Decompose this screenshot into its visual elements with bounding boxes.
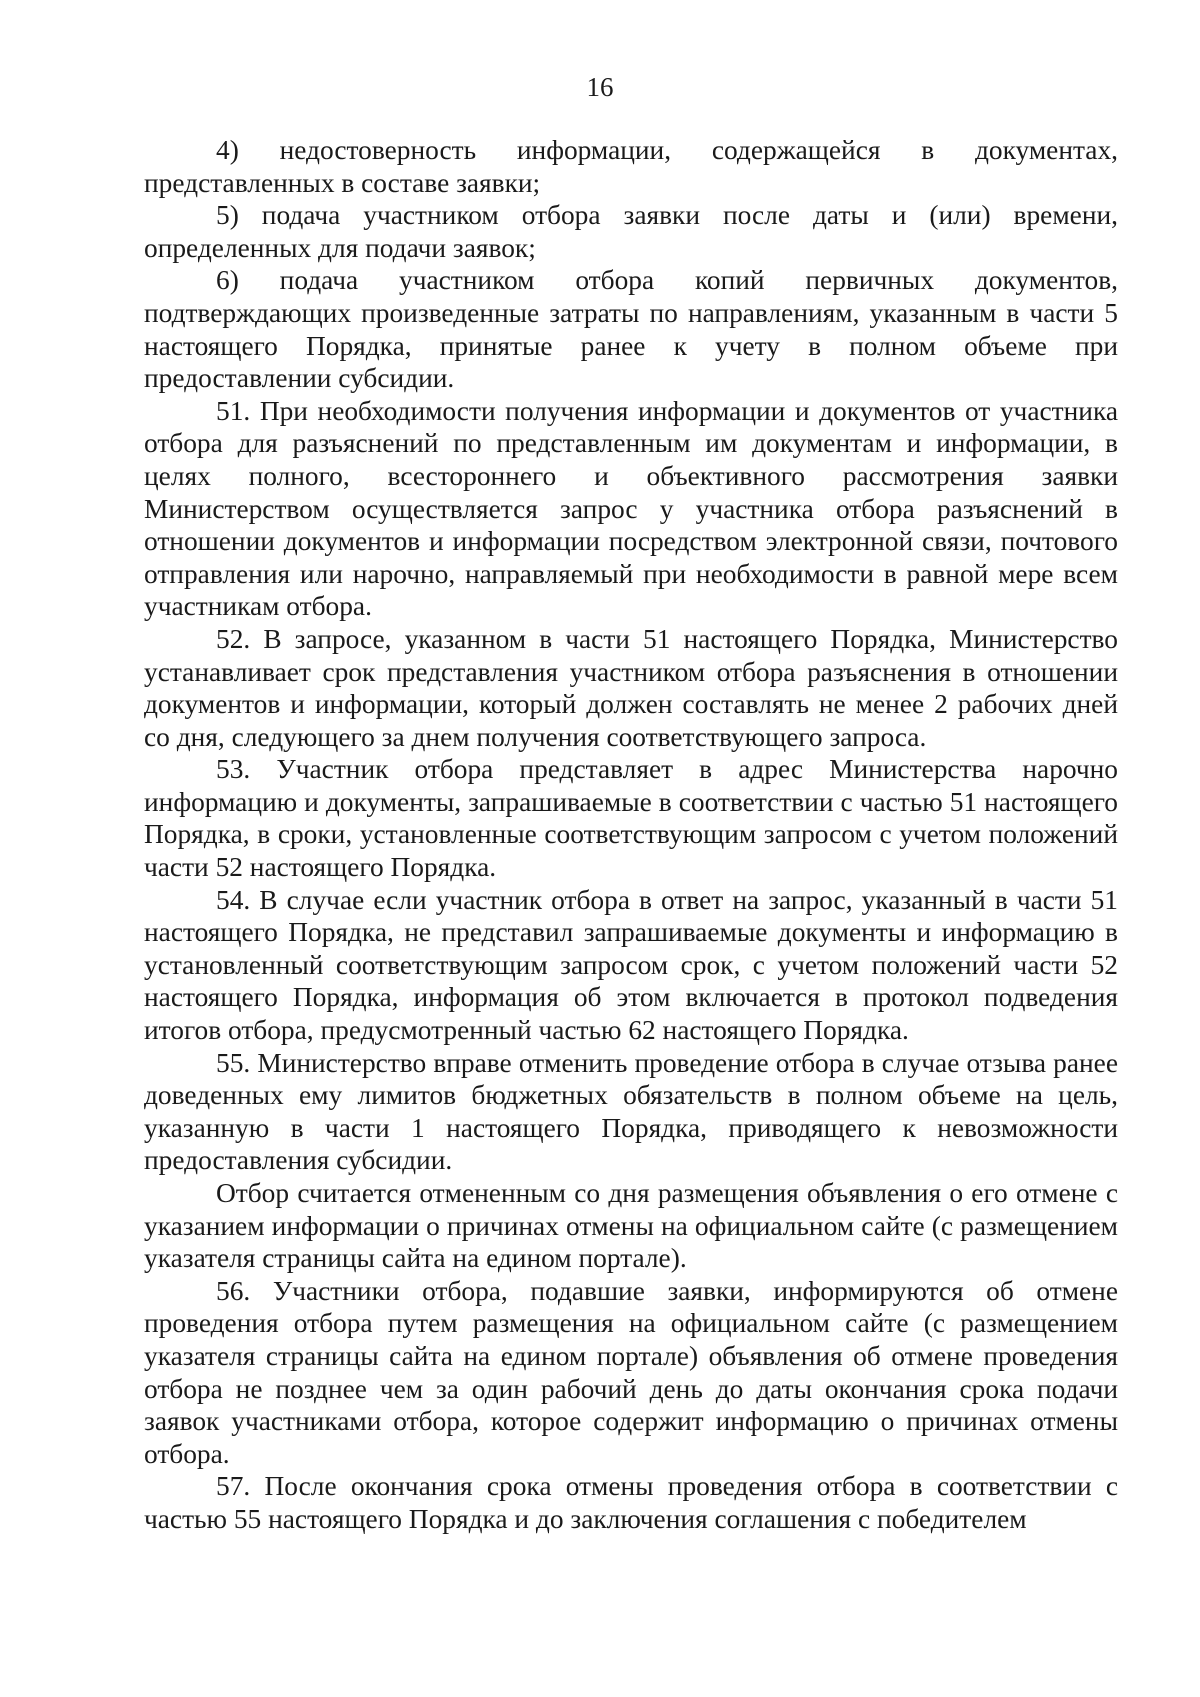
paragraph-section-56: 56. Участники отбора, подавшие заявки, информируются об отмене проведения отбора путем размещения на официальном сайте (с размещением указателя страницы сайта на едином портале) объявления об отмене проведения отбора не позднее чем за один рабочий день до даты окончания срока подачи заявок участниками отбора, которое содержит информацию о причинах отмены отбора. (144, 1275, 1118, 1469)
page-number: 16 (586, 72, 614, 102)
paragraph-section-51: 51. При необходимости получения информации и документов от участника отбора для разъяснений по представленным им документам и информации, в целях полного, всестороннего и объективного рассмотрения заявки Министерством осуществляется запрос у участника отбора разъяснений в отношении документов и информации посредством электронной связи, почтового отправления или нарочно, направляемый при необходимости в равной мере всем участникам отбора. (144, 395, 1118, 622)
paragraph-item-6: 6) подача участником отбора копий первичных документов, подтверждающих произведенные затраты по направлениям, указанным в части 5 настоящего Порядка, принятые ранее к учету в полном объеме при предоставлении субсидии. (144, 265, 1118, 394)
paragraph-item-5: 5) подача участником отбора заявки после даты и (или) времени, определенных для подачи заявок; (144, 200, 1118, 263)
paragraph-section-55: 55. Министерство вправе отменить проведение отбора в случае отзыва ранее доведенных ему лимитов бюджетных обязательств в полном объеме на цель, указанную в части 1 настоящего Порядка, приводящего к невозможности предоставления субсидии. (144, 1047, 1118, 1176)
paragraph-section-54: 54. В случае если участник отбора в ответ на запрос, указанный в части 51 настоящего Порядка, не представил запрашиваемые документы и информацию в установленный соответствующим запросом срок, с учетом положений части 52 настоящего Порядка, информация об этом включается в протокол подведения итогов отбора, предусмотренный частью 62 настоящего Порядка. (144, 884, 1118, 1046)
paragraph-section-57: 57. После окончания срока отмены проведения отбора в соответствии с частью 55 настоящего Порядка и до заключения соглашения с победителем (144, 1471, 1118, 1534)
paragraph-section-53: 53. Участник отбора представляет в адрес Министерства нарочно информацию и документы, запрашиваемые в соответствии с частью 51 настоящего Порядка, в сроки, установленные соответствующим запросом с учетом положений части 52 настоящего Порядка. (144, 754, 1118, 883)
document-body (144, 134, 1118, 1536)
paragraph-section-52: 52. В запросе, указанном в части 51 настоящего Порядка, Министерство устанавливает срок представления участником отбора разъяснения в отношении документов и информации, который должен составлять не менее 2 рабочих дней со дня, следующего за днем получения соответствующего запроса. (144, 623, 1118, 752)
paragraph-item-4: 4) недостоверность информации, содержащейся в документах, представленных в составе заявки; (144, 135, 1118, 198)
paragraph-section-55-cont: Отбор считается отмененным со дня размещения объявления о его отмене с указанием информации о причинах отмены на официальном сайте (с размещением указателя страницы сайта на едином портале). (144, 1178, 1118, 1274)
